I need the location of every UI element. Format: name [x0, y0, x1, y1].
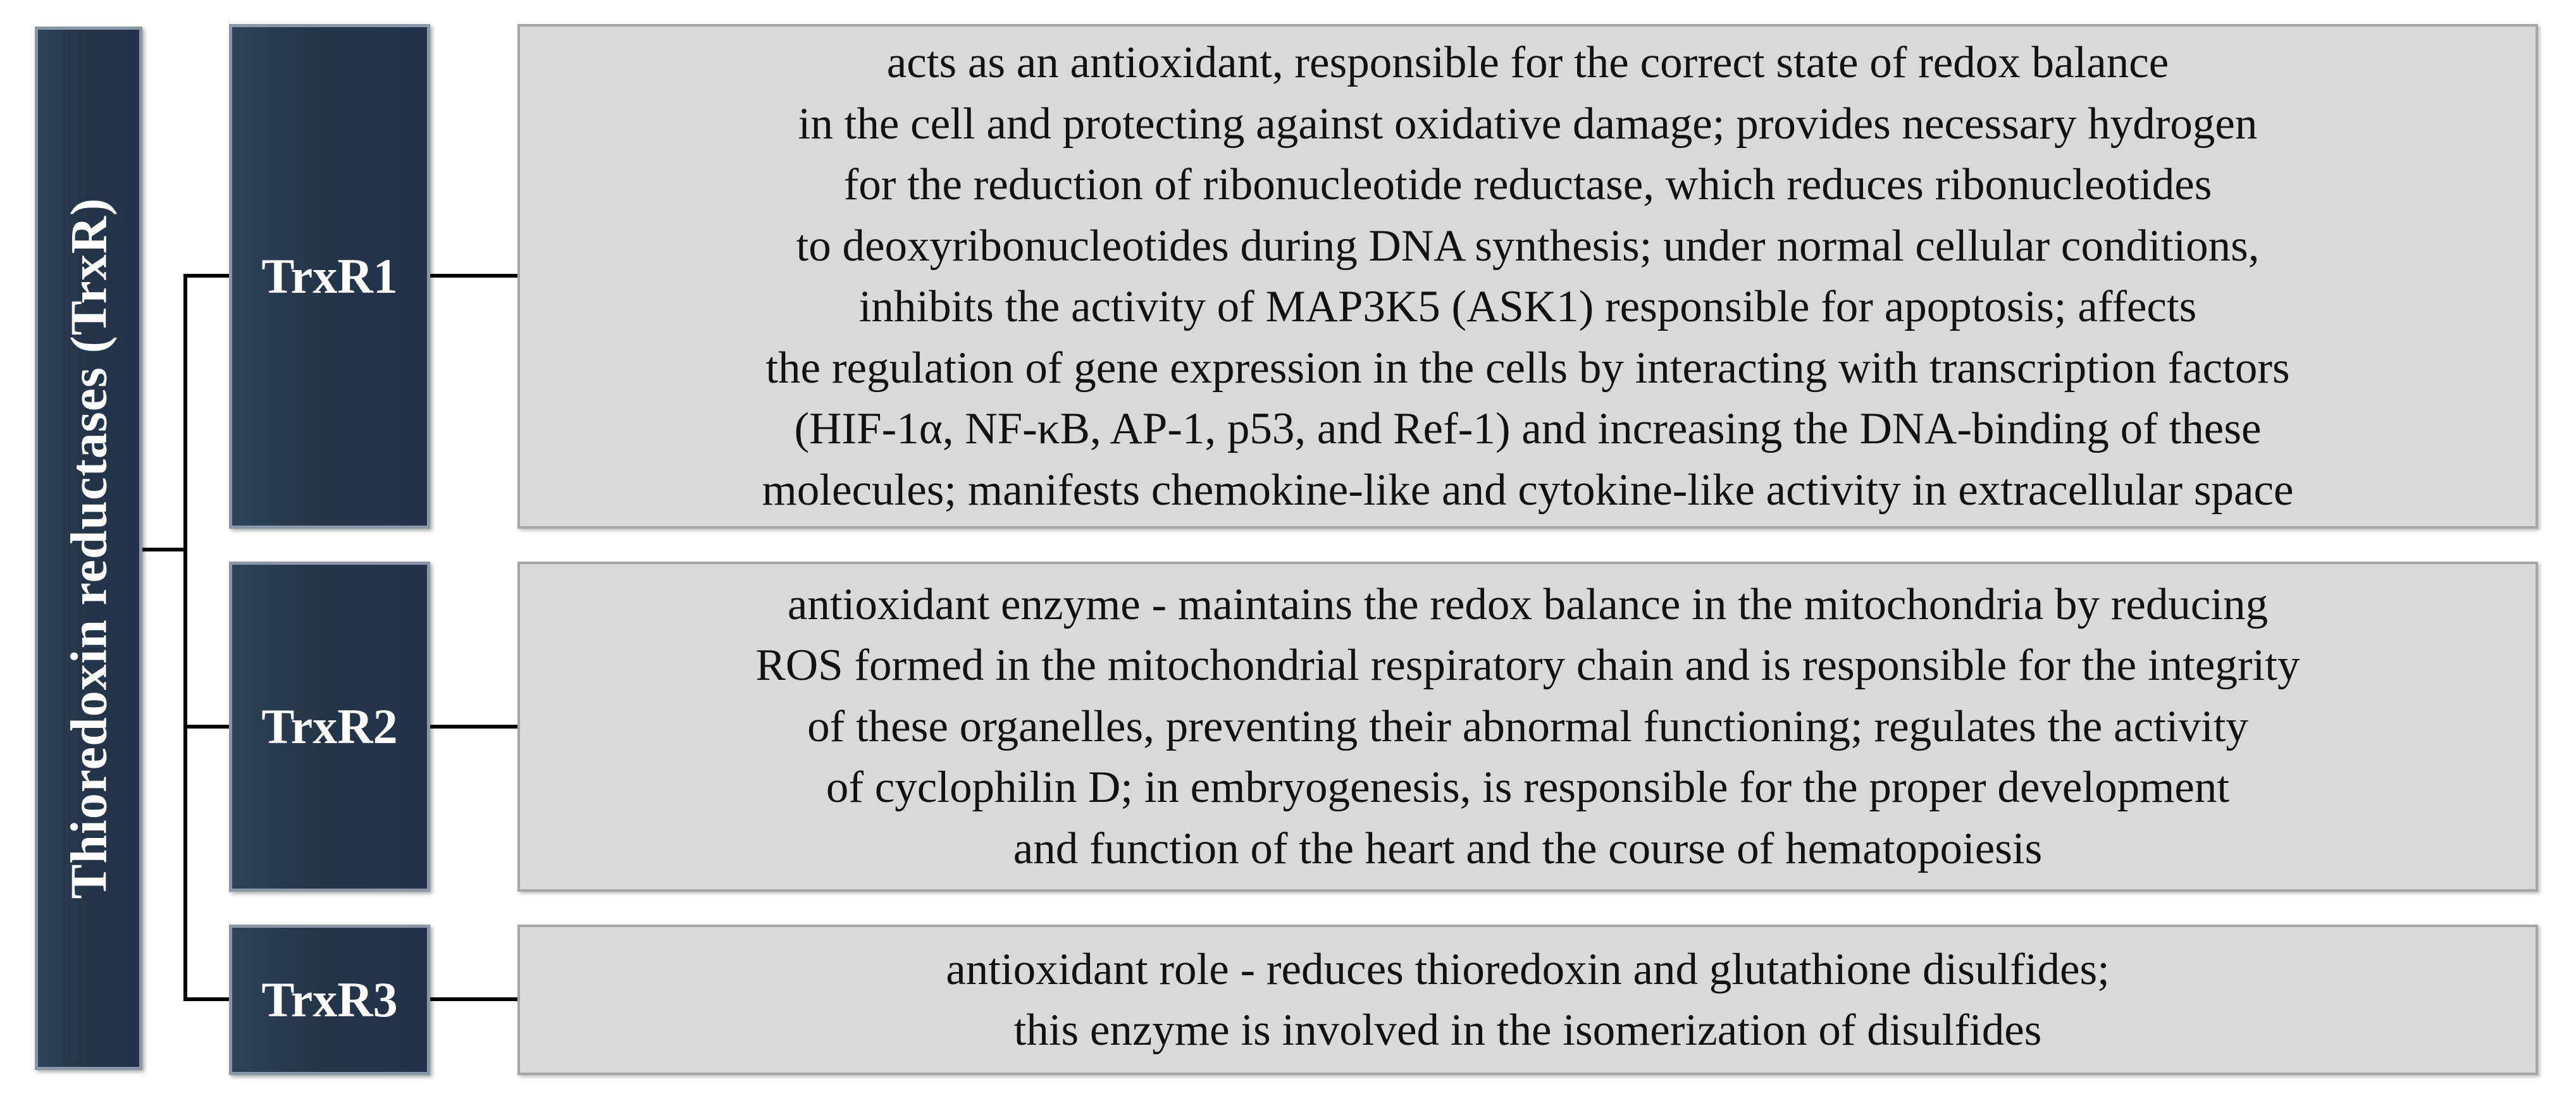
branch-node-label: TrxR3 [261, 972, 398, 1027]
branch-node-trxr3 [229, 925, 430, 1075]
connector-root-to-trunk [142, 548, 185, 551]
description-line: in the cell and protecting against oxidative damage; provides necessary hydrogen [798, 99, 2258, 149]
connector-trunk-to-trxr3 [183, 997, 229, 1001]
root-node-label: Thioredoxin reductases (TrxR) [59, 197, 117, 899]
description-line: to deoxyribonucleotides during DNA synthesis; under normal cellular conditions, [796, 221, 2260, 271]
description-text-trxr1 [520, 32, 2536, 520]
connector-trunk-to-trxr2 [183, 725, 229, 729]
description-line: (HIF-1α, NF-κB, AP-1, p53, and Ref-1) and increasing the DNA-binding of these [794, 404, 2262, 453]
description-text-trxr2 [520, 574, 2536, 880]
connector-trxr1-to-description [430, 274, 517, 278]
description-line: for the reduction of ribonucleotide reductase, which reduces ribonucleotides [843, 160, 2212, 209]
connector-trunk-to-trxr1 [183, 274, 229, 278]
description-line: of cyclophilin D; in embryogenesis, is responsible for the proper development [826, 763, 2230, 813]
branch-node-trxr1 [229, 24, 430, 529]
branch-node-label: TrxR2 [261, 699, 398, 754]
connector-trxr2-to-description [430, 725, 517, 729]
root-node-thioredoxin-reductases [35, 27, 142, 1070]
description-box-trxr1 [517, 24, 2538, 529]
description-line: molecules; manifests chemokine-like and cytokine-like activity in extracellular space [762, 465, 2294, 515]
description-line: and function of the heart and the course of hematopoiesis [1013, 823, 2043, 873]
description-line: inhibits the activity of MAP3K5 (ASK1) responsible for apoptosis; affects [858, 282, 2197, 331]
branch-node-label: TrxR1 [261, 249, 398, 304]
description-line: of these organelles, preventing their abnormal functioning; regulates the activity [807, 701, 2248, 751]
connector-trunk-vertical [183, 274, 187, 1001]
description-line: the regulation of gene expression in the cells by interacting with transcription factors [765, 343, 2290, 393]
description-line: antioxidant enzyme - maintains the redox balance in the mitochondria by reducing [787, 579, 2269, 629]
description-box-trxr2 [517, 562, 2538, 892]
description-line: acts as an antioxidant, responsible for the correct state of redox balance [886, 38, 2169, 87]
description-box-trxr3 [517, 925, 2538, 1075]
description-line: this enzyme is involved in the isomerization of disulfides [1013, 1006, 2042, 1055]
description-text-trxr3 [520, 939, 2536, 1061]
description-line: antioxidant role - reduces thioredoxin and glutathione disulfides; [946, 944, 2110, 994]
connector-trxr3-to-description [430, 997, 517, 1001]
branch-node-trxr2 [229, 562, 430, 892]
description-line: ROS formed in the mitochondrial respiratory chain and is responsible for the integrity [755, 641, 2300, 691]
